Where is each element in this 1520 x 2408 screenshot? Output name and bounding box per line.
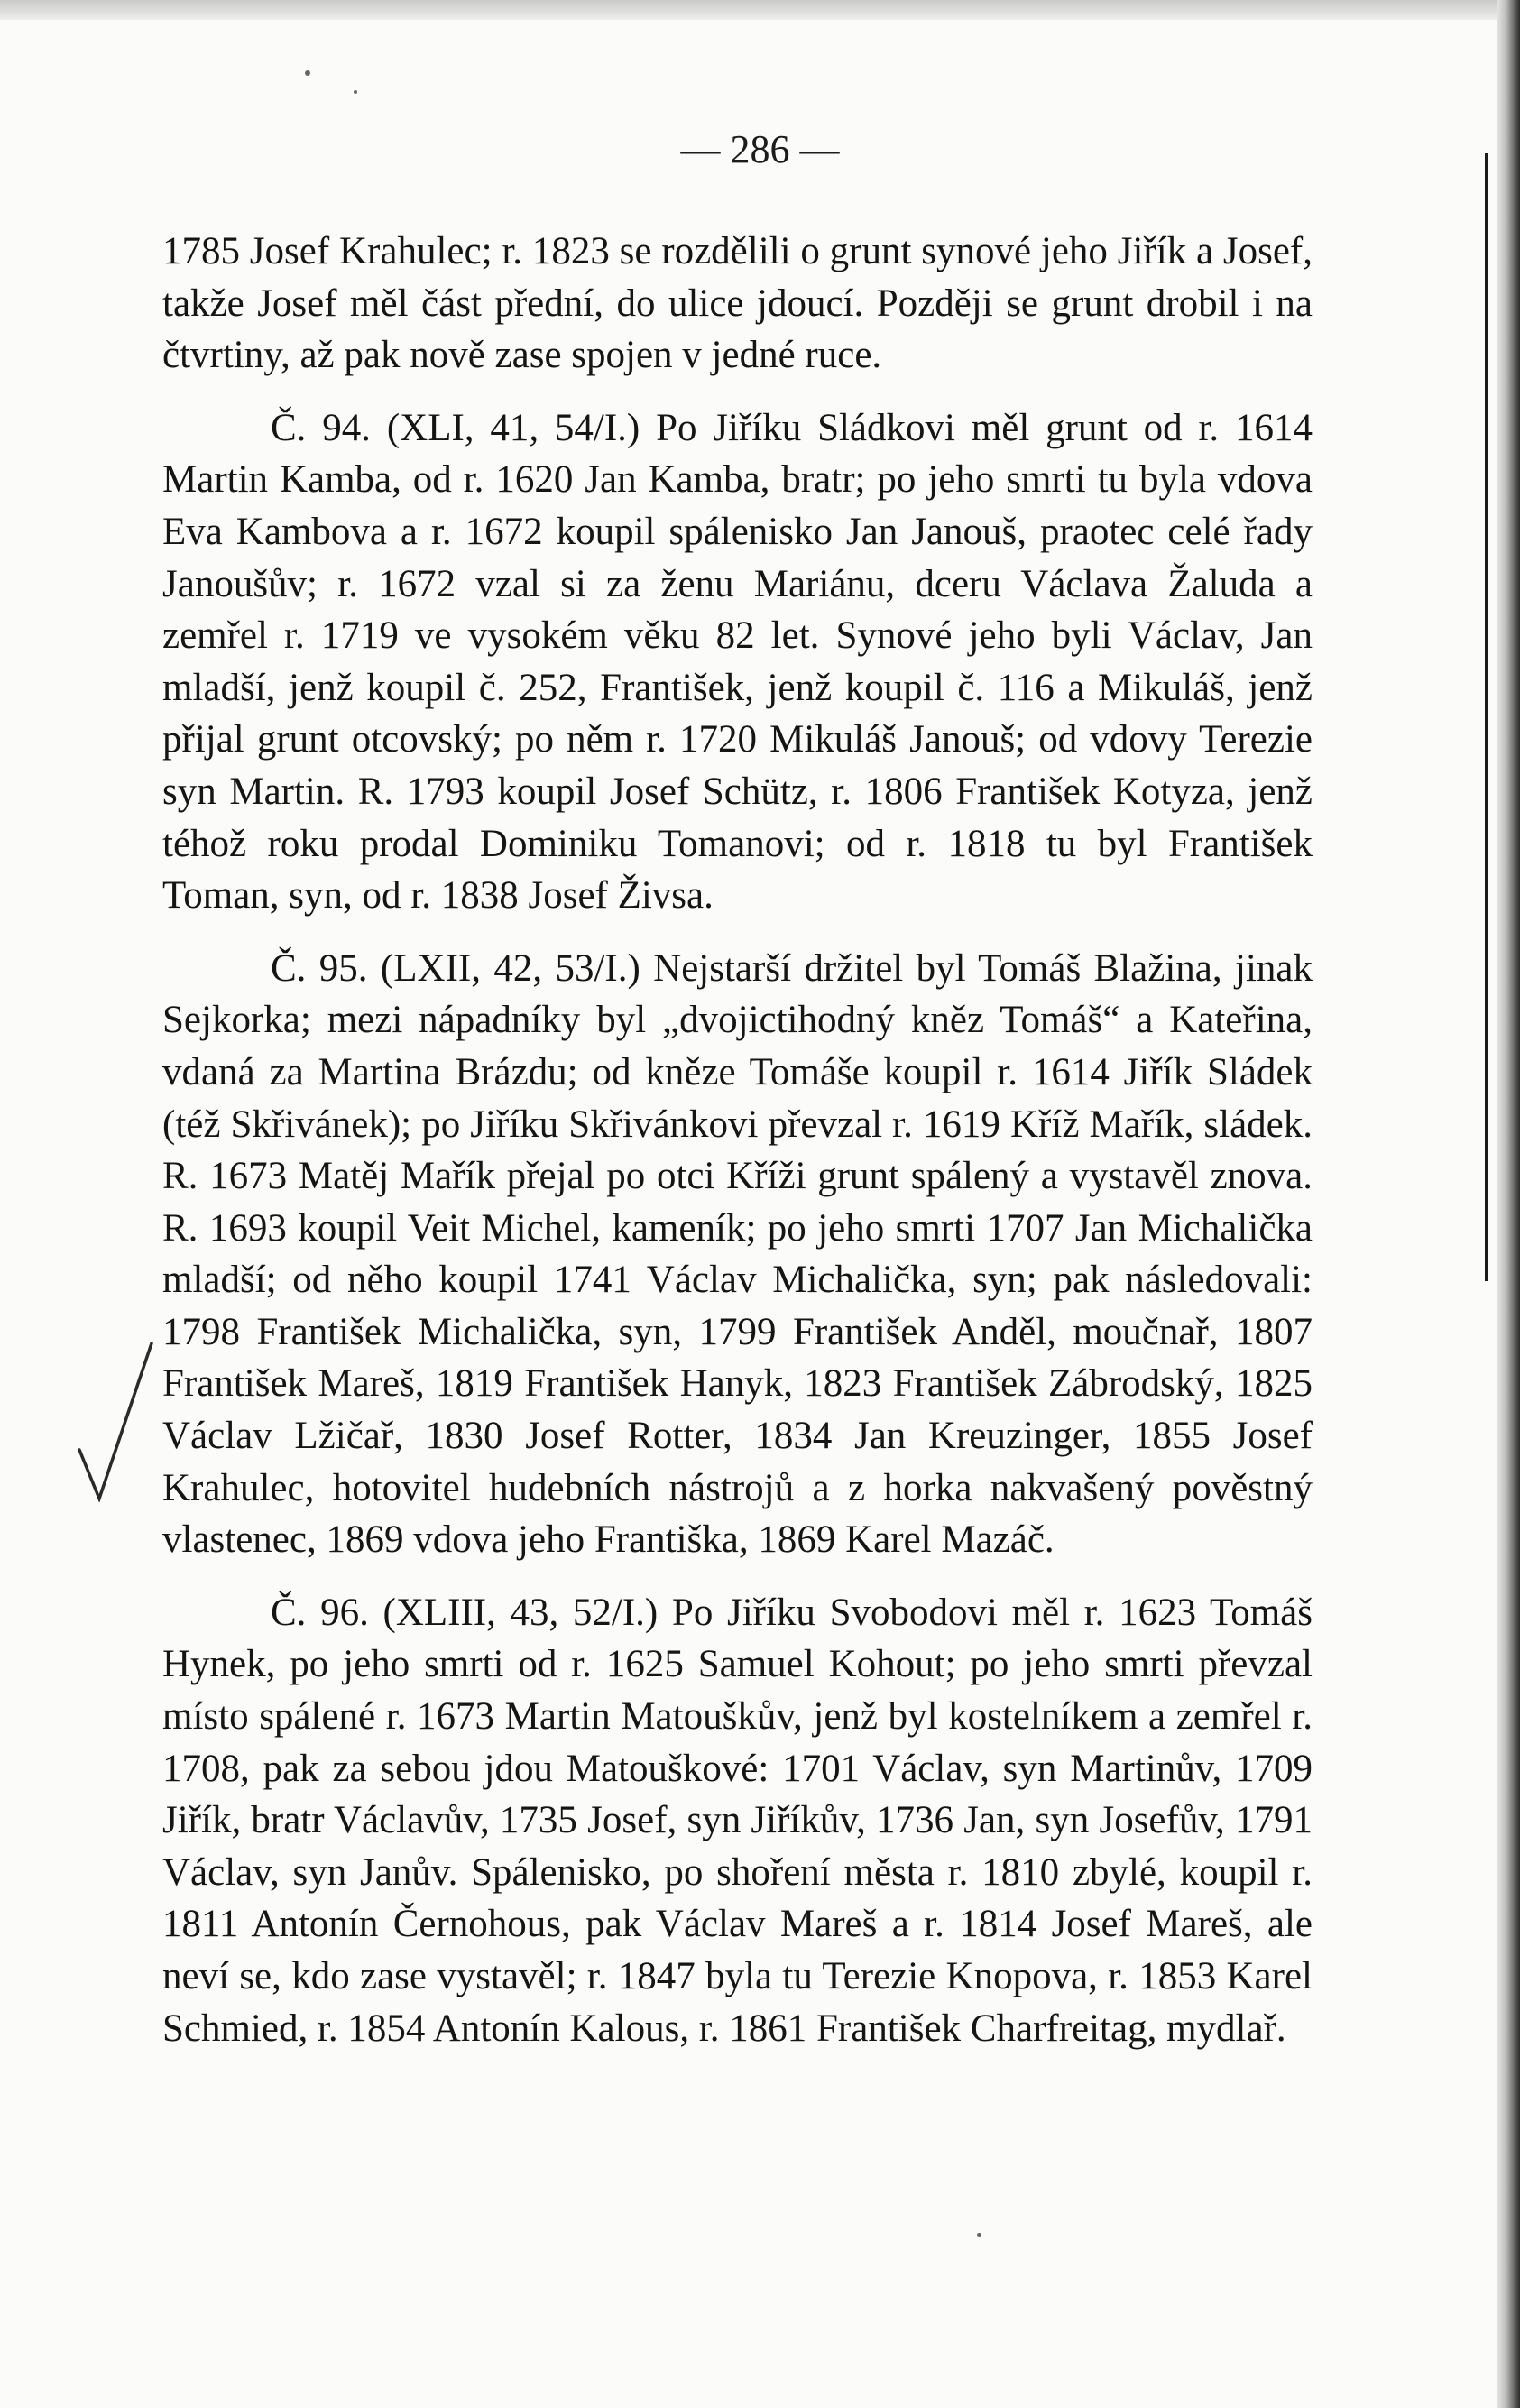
scan-speck [354,90,357,94]
paragraph-house-95: Č. 95. (LXII, 42, 53/I.) Nejstarší držitel byl Tomáš Blažina, jinak Sejkorka; mezi nápadníky byl „dvojictihodný kněz Tomáš“ a Kateřina, vdaná za Martina Brázdu; od kněze Tomáše koupil r. 1614 Jiřík Sládek (též Skřivánek); po Jiříku Skřivánkovi převzal r. 1619 Kříž Mařík, sládek. R. 1673 Matěj Mařík přejal po otci Kříži grunt spálený a vystavěl znova. R. 1693 koupil Veit Michel, kameník; po jeho smrti 1707 Jan Michalička mladší; od něho koupil 1741 Václav Michalička, syn; pak následovali: 1798 František Michalička, syn, 1799 František Anděl, moučnař, 1807 František Mareš, 1819 František Hanyk, 1823 František Zábrodský, 1825 Václav Lžičař, 1830 Josef Rotter, 1834 Jan Kreuzinger, 1855 Josef Krahulec, hotovitel hudebních nástrojů a z horka nakvašený pověstný vlastenec, 1869 vdova jeho Františka, 1869 Karel Mazáč. [162,946,1313,1562]
page-number: — 286 — [680,127,840,171]
handwritten-check-mark-icon [76,1340,157,1502]
scan-edge-right [1497,0,1520,2408]
paragraph-continuation: 1785 Josef Krahulec; r. 1823 se rozdělili o grunt synové jeho Jiřík a Josef, takže Josef měl část přední, do ulice jdoucí. Později se grunt drobil i na čtvrtiny, až pak nově zase spojen v jedné ruce. [162,230,1313,377]
scan-speck [305,70,310,76]
paragraph-house-94: Č. 94. (XLI, 41, 54/I.) Po Jiříku Sládkovi měl grunt od r. 1614 Martin Kamba, od r. 1620 Jan Kamba, bratr; po jeho smrti tu byla vdova Eva Kambova a r. 1672 koupil spálenisko Jan Janouš, praotec celé řady Janoušův; r. 1672 vzal si za ženu Mariánu, dceru Václava Žaluda a zemřel r. 1719 ve vysokém věku 82 let. Synové jeho byli Václav, Jan mladší, jenž koupil č. 252, František, jenž koupil č. 116 a Mikuláš, jenž přijal grunt otcovský; po něm r. 1720 Mikuláš Janouš; od vdovy Terezie syn Martin. R. 1793 koupil Josef Schütz, r. 1806 František Kotyza, jenž téhož roku prodal Dominiku Tomanovi; od r. 1818 tu byl František Toman, syn, od r. 1838 Josef Živsa. [162,406,1313,918]
scan-margin-line [1485,153,1488,1281]
paragraph-house-96: Č. 96. (XLIII, 43, 52/I.) Po Jiříku Svobodovi měl r. 1623 Tomáš Hynek, po jeho smrti od r. 1625 Samuel Kohout; po jeho smrti převzal místo spálené r. 1673 Martin Matouškův, jenž byl kostelníkem a zemřel r. 1708, pak za sebou jdou Matouškové: 1701 Václav, syn Martinův, 1709 Jiřík, bratr Václavův, 1735 Josef, syn Jiříkův, 1736 Jan, syn Josefův, 1791 Václav, syn Janův. Spálenisko, po shoření města r. 1810 zbylé, koupil r. 1811 Antonín Černohous, pak Václav Mareš a r. 1814 Josef Mareš, ale neví se, kdo zase vystavěl; r. 1847 byla tu Terezie Knopova, r. 1853 Karel Schmied, r. 1854 Antonín Kalous, r. 1861 František Charfreitag, mydlař. [162,1591,1313,2050]
scan-speck [977,2233,981,2237]
scan-edge-top [0,0,1520,20]
body-text [162,226,1313,2075]
